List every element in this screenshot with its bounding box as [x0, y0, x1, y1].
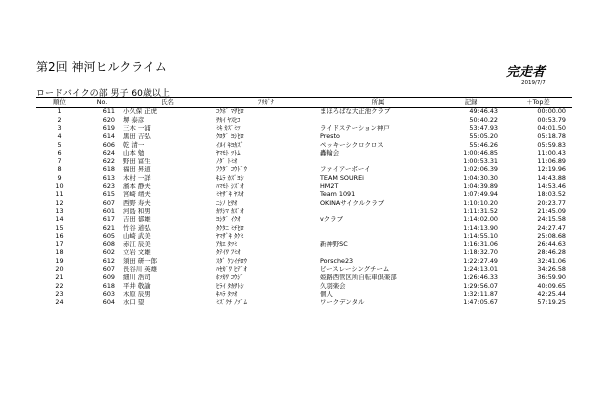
gap-cell: 00:53.79: [537, 116, 566, 124]
table-row: [36, 158, 572, 166]
bib-number-cell: 622: [102, 157, 115, 166]
team-cell: Team 1091: [320, 190, 356, 199]
name-cell: 野田 富生: [123, 157, 151, 166]
table-row: [36, 257, 572, 265]
kana-cell: ｺｸﾎﾞ ﾏｻﾋﾛ: [216, 107, 244, 116]
bib-number-cell: 607: [102, 199, 115, 207]
kana-cell: ﾌｸﾀﾞ ｺｳﾄﾞｳ: [216, 166, 247, 174]
rank-cell: 5: [57, 141, 62, 149]
gap-cell: 40:09.65: [537, 282, 566, 290]
col-name-header: 氏名: [121, 98, 214, 108]
team-cell: [318, 249, 438, 257]
table-row: [36, 241, 572, 249]
table-row: [36, 166, 572, 174]
bib-number-cell: 620: [102, 116, 115, 124]
table-row: [36, 149, 572, 157]
team-cell: ファイアーボーイ: [320, 166, 371, 174]
gap-cell: 24:27.47: [537, 224, 566, 232]
table-row: [36, 208, 572, 216]
table-row: [36, 299, 572, 307]
kana-cell: ﾐﾔｻﾞｷ ﾔｽｵ: [216, 190, 244, 199]
time-cell: 49:46.43: [469, 107, 498, 116]
name-cell: 山崎 武美: [123, 232, 151, 240]
time-cell: 1:32:11.87: [463, 290, 498, 298]
table-row: [36, 125, 572, 133]
kana-cell: ﾀﾃｲﾜ ﾌﾐｵ: [216, 249, 241, 257]
time-cell: 1:10:10.20: [463, 199, 498, 207]
time-cell: 1:00:46.85: [463, 149, 498, 157]
rank-cell: 21: [55, 273, 64, 282]
finisher-label: 完走者: [506, 65, 546, 80]
team-cell: [318, 158, 438, 166]
rank-cell: 17: [55, 240, 64, 249]
col-time-header: 記録: [438, 98, 504, 108]
table-row: [36, 249, 572, 257]
rank-cell: 19: [55, 257, 64, 265]
col-kana-header: ﾌﾘｶﾞﾅ: [214, 98, 318, 108]
name-cell: 小久保 正虎: [123, 107, 157, 116]
rank-cell: 16: [55, 232, 64, 240]
name-cell: 吉田 郁雄: [123, 215, 151, 224]
gap-cell: 05:18.78: [537, 132, 566, 141]
time-cell: 1:16:31.06: [463, 240, 498, 249]
table-row: [36, 108, 572, 117]
col-number-header: No.: [83, 98, 121, 108]
bib-number-cell: 607: [102, 265, 115, 273]
time-cell: 1:07:49.94: [463, 190, 498, 199]
time-cell: 1:04:30.30: [463, 174, 498, 182]
gap-cell: 14:43.88: [537, 174, 566, 182]
bib-number-cell: 601: [102, 207, 115, 215]
kana-cell: ﾆｼﾉ ﾋｻｵ: [216, 199, 238, 207]
bib-number-cell: 608: [102, 240, 115, 249]
table-row: [36, 183, 572, 191]
time-cell: 1:24:13.01: [463, 265, 498, 273]
team-cell: 個人: [320, 290, 333, 298]
name-cell: 赤江 辰美: [123, 240, 151, 249]
table-row: [36, 274, 572, 282]
team-cell: [318, 208, 438, 216]
gap-cell: 04:01.50: [537, 124, 566, 132]
bib-number-cell: 609: [102, 273, 115, 282]
name-cell: 長谷川 英雄: [123, 265, 157, 273]
results-table: [36, 97, 572, 307]
time-cell: 1:04:39.89: [463, 182, 498, 191]
name-cell: 須田 研一郎: [123, 257, 157, 265]
time-cell: 53:47.93: [469, 124, 498, 132]
table-row: [36, 141, 572, 149]
team-cell: Presto: [320, 132, 340, 141]
kana-cell: ｷﾑﾗ ｶｽﾞﾖｼ: [216, 174, 244, 182]
kana-cell: ｽﾀﾞ ｹﾝｲﾁﾛｳ: [216, 257, 247, 265]
name-cell: 河島 和男: [123, 207, 151, 215]
gap-cell: 12:19.96: [537, 166, 566, 174]
bib-number-cell: 611: [102, 107, 115, 116]
team-cell: まほろばな大正池クラブ: [320, 107, 391, 116]
kana-cell: ﾎｿｶﾜ ｺｳｼﾞ: [216, 273, 244, 282]
results-body: [36, 108, 572, 308]
rank-cell: 13: [55, 207, 64, 215]
gap-cell: 25:08.68: [537, 232, 566, 240]
name-cell: 水口 望: [123, 298, 145, 307]
rank-cell: 14: [55, 215, 64, 224]
bib-number-cell: 602: [102, 249, 115, 257]
time-cell: 1:11:31.52: [463, 207, 498, 215]
rank-cell: 15: [55, 224, 64, 232]
bib-number-cell: 615: [102, 190, 115, 199]
kana-cell: ﾖｼﾀﾞ ｲｸｵ: [216, 215, 241, 224]
name-cell: 木原 辰男: [123, 290, 151, 298]
rank-cell: 1: [57, 107, 62, 116]
col-team-header: 所属: [318, 98, 438, 108]
col-rank-header: 順位: [36, 98, 83, 108]
team-cell: [318, 116, 438, 124]
time-cell: 55:46.26: [469, 141, 498, 149]
col-gap-header: ＋Top差: [504, 98, 572, 108]
time-cell: 1:26:46.33: [463, 273, 498, 282]
kana-cell: ｷﾊﾗ ﾀﾂｵ: [216, 290, 238, 298]
bib-number-cell: 612: [102, 257, 115, 265]
gap-cell: 42:25.44: [537, 290, 566, 298]
gap-cell: 11:06.89: [537, 157, 566, 166]
category-heading: ロードバイクの部 男子 60歳以上: [36, 89, 170, 99]
gap-cell: 11:00.43: [537, 149, 566, 157]
time-cell: 50:40.22: [469, 116, 498, 124]
name-cell: 福田 昇道: [123, 166, 151, 174]
team-cell: ライドステーション神戸: [320, 124, 390, 132]
team-cell: Porsche23: [320, 257, 354, 265]
kana-cell: ﾀｹﾀﾆ ﾐﾁﾋﾛ: [216, 224, 244, 232]
name-cell: 竹谷 道弘: [123, 224, 151, 232]
team-cell: 轟輪会: [320, 149, 340, 157]
table-row: [36, 291, 572, 299]
kana-cell: ﾐｷ ｶｽﾞﾐﾂ: [216, 124, 241, 132]
bib-number-cell: 619: [102, 124, 115, 132]
gap-cell: 20:23.77: [537, 199, 566, 207]
gap-cell: 28:46.28: [537, 249, 566, 257]
team-cell: 久羽楽会: [320, 282, 346, 290]
time-cell: 55:05.20: [469, 132, 498, 141]
rank-cell: 7: [57, 157, 62, 166]
rank-cell: 22: [55, 282, 64, 290]
kana-cell: ﾉﾀﾞ ﾄﾐｵ: [216, 157, 238, 166]
table-row: [36, 266, 572, 274]
team-cell: TEAM SOUREi: [320, 174, 364, 182]
team-cell: OKINAサイクルクラブ: [320, 199, 385, 207]
team-cell: vクラブ: [320, 215, 343, 224]
rank-cell: 11: [55, 190, 64, 199]
kana-cell: ﾐｽﾞｸﾁ ﾉｿﾞﾑ: [216, 298, 247, 307]
table-row: [36, 191, 572, 199]
kana-cell: ｸﾛﾀﾞ ﾖｼﾋﾛ: [216, 132, 244, 141]
rank-cell: 18: [55, 249, 64, 257]
header-row: [36, 98, 572, 108]
bib-number-cell: 617: [102, 215, 115, 224]
name-cell: 平井 敬諭: [123, 282, 151, 290]
time-cell: 1:14:02.00: [463, 215, 498, 224]
gap-cell: 21:45.09: [537, 207, 566, 215]
gap-cell: 34:26.58: [537, 265, 566, 273]
time-cell: 1:29:56.07: [463, 282, 498, 290]
table-row: [36, 199, 572, 207]
time-cell: 1:02:06.39: [463, 166, 498, 174]
kana-cell: ﾔﾏｻﾞｷ ﾀｹﾐ: [216, 232, 244, 240]
gap-cell: 26:44.63: [537, 240, 566, 249]
bib-number-cell: 618: [102, 282, 115, 290]
bib-number-cell: 605: [102, 232, 115, 240]
name-cell: 西野 寿夫: [123, 199, 151, 207]
gap-cell: 05:59.83: [537, 141, 566, 149]
time-cell: 1:22:27.49: [463, 257, 498, 265]
rank-cell: 24: [55, 298, 64, 307]
table-row: [36, 232, 572, 240]
table-row: [36, 282, 572, 290]
table-row: [36, 133, 572, 141]
gap-cell: 36:59.90: [537, 273, 566, 282]
table-row: [36, 116, 572, 124]
kana-cell: ﾊｾｶﾞﾜ ﾋﾃﾞｵ: [216, 265, 247, 273]
gap-cell: 14:53.46: [537, 182, 566, 191]
rank-cell: 8: [57, 166, 62, 174]
team-cell: HM2T: [320, 182, 339, 191]
time-cell: 1:14:13.90: [463, 224, 498, 232]
name-cell: 山本 勉: [123, 149, 145, 157]
name-cell: 立岩 文雄: [123, 249, 151, 257]
rank-cell: 6: [57, 149, 62, 157]
time-cell: 1:47:05.67: [463, 298, 498, 307]
table-row: [36, 224, 572, 232]
name-cell: 乾 清一: [123, 141, 145, 149]
name-cell: 堺 泰彦: [123, 116, 145, 124]
rank-cell: 23: [55, 290, 64, 298]
team-cell: 新神野SC: [320, 240, 348, 249]
kana-cell: ﾋﾗｲ ﾀｶｻﾄｼ: [216, 282, 244, 290]
rank-cell: 20: [55, 265, 64, 273]
team-cell: 姫路西管区所自転車倶楽部: [320, 273, 397, 282]
bib-number-cell: 614: [102, 132, 115, 141]
kana-cell: ｻｶｲ ﾔｽﾋｺ: [216, 116, 241, 124]
team-cell: ワークデンタル: [320, 298, 365, 307]
gap-cell: 00:00.00: [537, 107, 566, 116]
bib-number-cell: 606: [102, 141, 115, 149]
rank-cell: 9: [57, 174, 62, 182]
kana-cell: ﾔﾏﾓﾄ ﾂﾄﾑ: [216, 149, 241, 157]
name-cell: 濱本 静夫: [123, 182, 151, 191]
time-cell: 1:18:32.70: [463, 249, 498, 257]
name-cell: 宮崎 靖夫: [123, 190, 151, 199]
gap-cell: 24:15.58: [537, 215, 566, 224]
bib-number-cell: 621: [102, 224, 115, 232]
table-row: [36, 174, 572, 182]
time-cell: 1:00:53.31: [463, 157, 498, 166]
event-date: 2019/7/7: [521, 80, 546, 86]
rank-cell: 10: [55, 182, 64, 191]
kana-cell: ｱｶｴ ﾀﾂﾐ: [216, 240, 238, 249]
gap-cell: 18:03.52: [537, 190, 566, 199]
rank-cell: 12: [55, 199, 64, 207]
team-cell: ピースレーシングチーム: [320, 265, 390, 273]
gap-cell: 32:41.06: [537, 257, 566, 265]
team-cell: ペッキーシクロクロス: [320, 141, 384, 149]
team-cell: [318, 232, 438, 240]
bib-number-cell: 604: [102, 298, 115, 307]
kana-cell: ｲﾇｲ ｷﾖｶｽﾞ: [216, 141, 244, 149]
rank-cell: 4: [57, 132, 62, 141]
bib-number-cell: 603: [102, 290, 115, 298]
bib-number-cell: 618: [102, 166, 115, 174]
time-cell: 1:14:55.10: [463, 232, 498, 240]
gap-cell: 57:19.25: [537, 298, 566, 307]
table-row: [36, 216, 572, 224]
kana-cell: ｶﾜｼﾏ ｶｽﾞｵ: [216, 207, 244, 215]
name-cell: 木村 一詳: [123, 174, 151, 182]
name-cell: 三木 一浦: [123, 124, 151, 132]
team-cell: [318, 224, 438, 232]
bib-number-cell: 623: [102, 182, 115, 191]
name-cell: 細川 浩司: [123, 273, 151, 282]
name-cell: 黒田 吉弘: [123, 132, 151, 141]
bib-number-cell: 624: [102, 149, 115, 157]
rank-cell: 3: [57, 124, 62, 132]
bib-number-cell: 613: [102, 174, 115, 182]
kana-cell: ﾊﾏﾓﾄ ｼｽﾞｵ: [216, 182, 244, 191]
page-title: 第2回 神河ヒルクライム: [36, 60, 167, 74]
rank-cell: 2: [57, 116, 62, 124]
